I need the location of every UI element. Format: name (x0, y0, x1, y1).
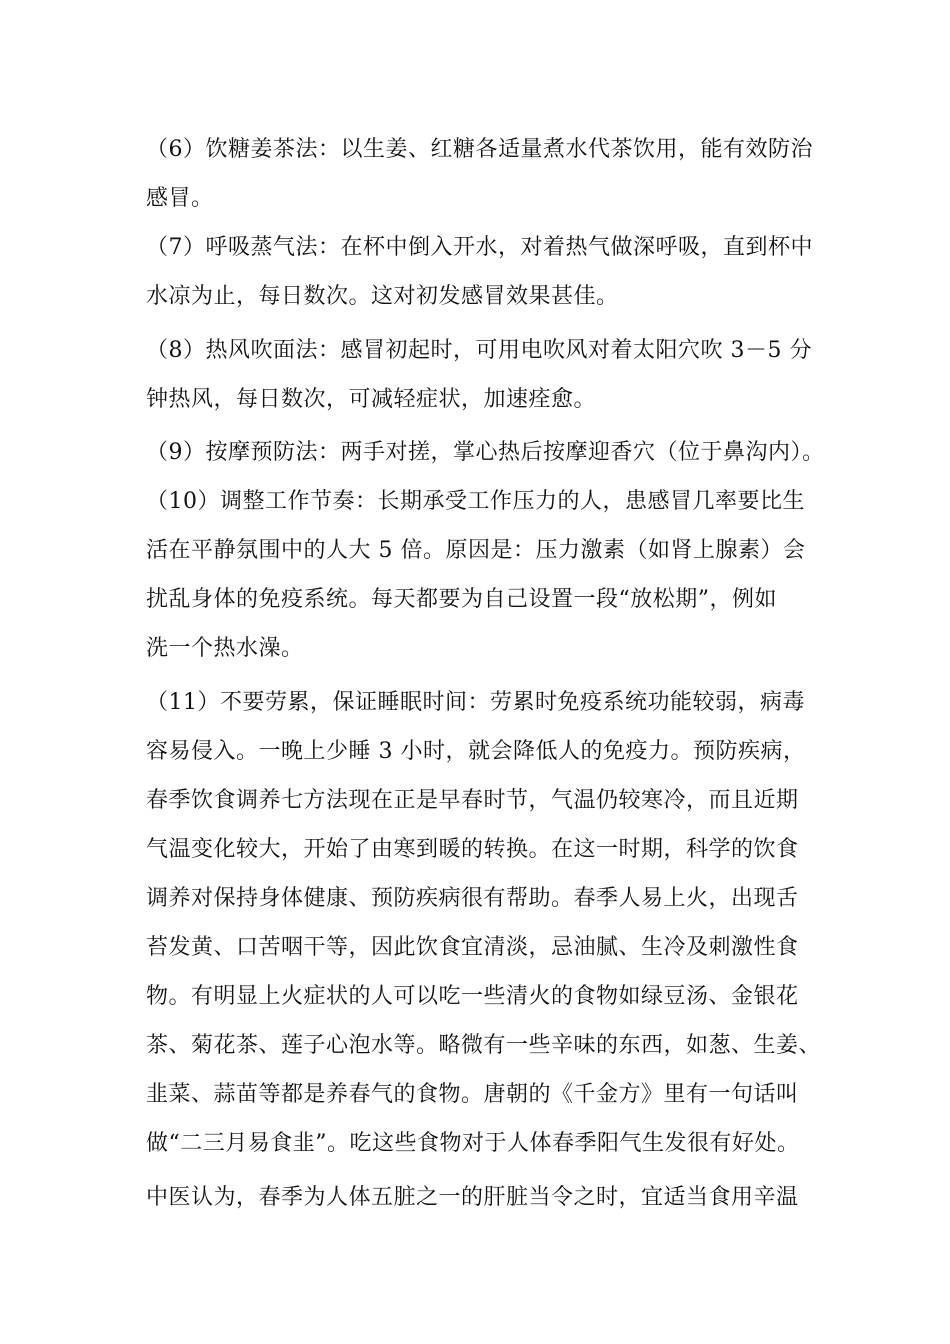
text-line: 物。有明显上火症状的人可以吃一些清火的食物如绿豆汤、金银花 (146, 984, 799, 1009)
text-line: 春季饮食调养七方法现在正是早春时节，气温仍较寒冷，而且近期 (146, 788, 799, 813)
text-line: 中医认为，春季为人体五脏之一的肝脏当令之时，宜适当食用辛温 (146, 1185, 799, 1210)
text-line: 气温变化较大，开始了由寒到暖的转换。在这一时期，科学的饮食 (146, 837, 799, 862)
text-line: 水凉为止，每日数次。这对初发感冒效果甚佳。 (146, 284, 619, 309)
text-line: 活在平静氛围中的人大 5 倍。原因是：压力激素（如肾上腺素）会 (146, 538, 806, 563)
text-line: （6）饮糖姜茶法：以生姜、红糖各适量煮水代茶饮用，能有效防治 (146, 137, 813, 162)
text-line: （11）不要劳累，保证睡眠时间：劳累时免疫系统功能较弱，病毒 (146, 690, 805, 715)
text-line: 做“二三月易食韭”。吃这些食物对于人体春季阳气生发很有好处。 (146, 1131, 800, 1156)
text-line: 韭菜、蒜苗等都是养春气的食物。唐朝的《千金方》里有一句话叫 (146, 1082, 799, 1107)
text-line: （8）热风吹面法：感冒初起时，可用电吹风对着太阳穴吹 3－5 分 (146, 338, 812, 363)
text-line: 茶、菊花茶、莲子心泡水等。略微有一些辛味的东西，如葱、生姜、 (146, 1033, 822, 1058)
text-line: （9）按摩预防法：两手对搓，掌心热后按摩迎香穴（位于鼻沟内）。 (146, 440, 825, 465)
text-line: （7）呼吸蒸气法：在杯中倒入开水，对着热气做深呼吸，直到杯中 (146, 235, 813, 260)
text-line: 扰乱身体的免疫系统。每天都要为自己设置一段“放松期”，例如 (146, 587, 777, 612)
text-line: 苔发黄、口苦咽干等，因此饮食宜清淡，忌油腻、生冷及刺激性食 (146, 935, 799, 960)
text-line: 洗一个热水澡。 (146, 636, 304, 661)
text-line: （10）调整工作节奏：长期承受工作压力的人，患感冒几率要比生 (146, 489, 805, 514)
text-line: 调养对保持身体健康、预防疾病很有帮助。春季人易上火，出现舌 (146, 886, 799, 911)
text-line: 感冒。 (146, 186, 214, 211)
text-line: 容易侵入。一晚上少睡 3 小时，就会降低人的免疫力。预防疾病， (146, 739, 806, 764)
text-line: 钟热风，每日数次，可减轻症状，加速痊愈。 (146, 387, 597, 412)
